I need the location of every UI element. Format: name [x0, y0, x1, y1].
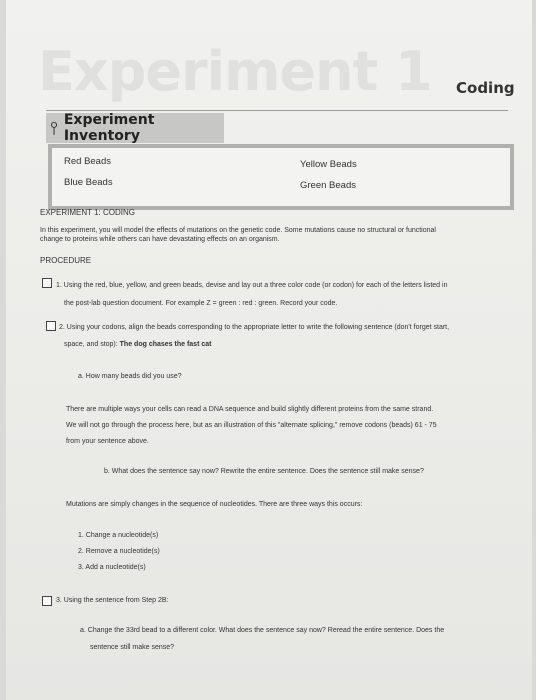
inventory-yellow-beads: Yellow Beads	[300, 159, 357, 170]
question-2a: a. How many beads did you use?	[78, 373, 182, 380]
splicing-para-3: from your sentence above.	[66, 438, 149, 445]
experiment-title-watermark: Experiment 1	[38, 40, 432, 103]
question-3a-line-1: a. Change the 33rd bead to a different color. What does the sentence say now? Reread the entire sentence. Does the	[80, 627, 445, 634]
experiment-heading: EXPERIMENT 1: CODING	[40, 208, 135, 217]
inventory-red-beads: Red Beads	[64, 156, 112, 167]
step2-line-2-text: space, and stop):	[64, 341, 118, 348]
step1-checkbox[interactable]	[42, 278, 52, 288]
intro-line-2: change to proteins while others can have devastating effects on an organism.	[40, 236, 280, 243]
step2-line-2	[64, 341, 211, 348]
step1-line-2: the post-lab question document. For example Z = green : red : green. Record your code.	[64, 300, 338, 307]
section-subtitle: Coding	[456, 79, 515, 97]
step3-line: 3. Using the sentence from Step 2B:	[56, 597, 169, 604]
inventory-blue-beads: Blue Beads	[64, 177, 113, 188]
splicing-para-1: There are multiple ways your cells can read a DNA sequence and build slightly different proteins from the same strand.	[66, 406, 434, 413]
inventory-green-beads: Green Beads	[300, 180, 356, 191]
step2-line-1: 2. Using your codons, align the beads corresponding to the appropriate letter to write the following sentence (don't forget start,	[59, 324, 450, 331]
step1-line-1: 1. Using the red, blue, yellow, and green beads, devise and lay out a three color code (or codon) for each of the letters listed in	[56, 282, 448, 289]
inventory-header	[46, 113, 224, 143]
target-sentence: The dog chases the fast cat	[119, 341, 212, 348]
inventory-box	[48, 144, 514, 210]
header-rule	[46, 110, 508, 111]
inventory-title: Experiment Inventory	[63, 112, 155, 144]
question-3a-line-2: sentence still make sense?	[90, 644, 175, 651]
hook-icon: ⫯	[50, 118, 58, 138]
document-page	[6, 0, 532, 700]
splicing-para-2: We will not go through the process here, but as an illustration of this "alternate splicing," remove codons (beads) 61 - 75	[66, 422, 437, 429]
step2-checkbox[interactable]	[46, 321, 56, 331]
step3-checkbox[interactable]	[42, 596, 52, 606]
intro-line-1: In this experiment, you will model the effects of mutations on the genetic code. Some mutations cause no structural or functional	[40, 227, 436, 234]
mutation-way-2: 2. Remove a nucleotide(s)	[78, 548, 160, 555]
question-2b: b. What does the sentence say now? Rewrite the entire sentence. Does the sentence still make sense?	[104, 468, 424, 475]
mutation-way-3: 3. Add a nucleotide(s)	[78, 564, 146, 571]
mutation-intro: Mutations are simply changes in the sequence of nucleotides. There are three ways this occurs:	[66, 501, 363, 508]
mutation-way-1: 1. Change a nucleotide(s)	[78, 532, 159, 539]
procedure-heading: PROCEDURE	[40, 256, 92, 265]
